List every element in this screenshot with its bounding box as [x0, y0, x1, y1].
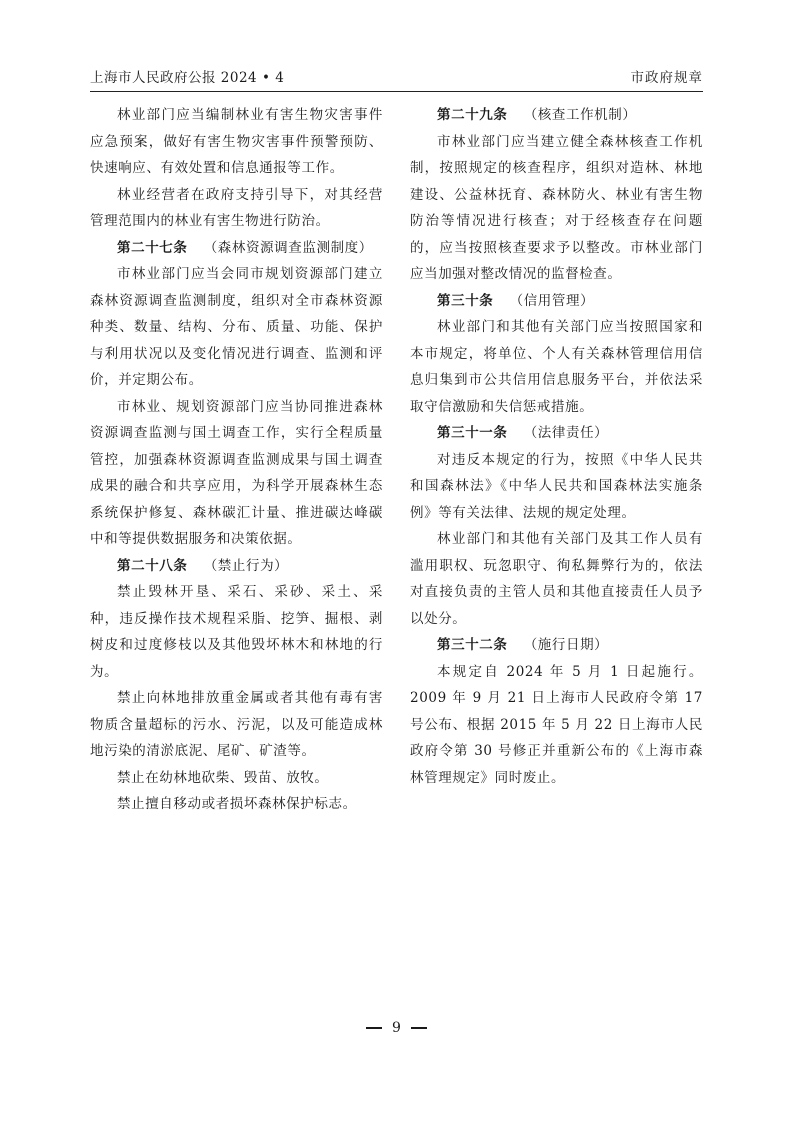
- article-title: （核查工作机制）: [523, 107, 637, 123]
- paragraph: 禁止毁林开垦、采石、采砂、采土、采种，违反操作技术规程采脂、挖笋、掘根、剥树皮和过度修枝以及其他毁坏林木和林地的行为。: [90, 584, 383, 680]
- publication-header: 上海市人民政府公报 2024 • 4: [90, 70, 285, 86]
- paragraph: 市林业部门应当建立健全森林核查工作机制，按照规定的核查程序，组织对造林、林地建设、公益林抚育、森林防火、林业有害生物防治等情况进行核查；对于经核查存在问题的，应当按照核查要求予以整改。市林业部门应当加强对整改情况的监督检查。: [410, 133, 703, 282]
- article-title: （信用管理）: [509, 292, 595, 309]
- section-header: 市政府规章: [630, 70, 703, 86]
- dash-left: [366, 1027, 382, 1029]
- dash-right: [411, 1027, 427, 1029]
- article-number: 第二十七条: [117, 239, 188, 256]
- page-number: 9: [392, 1020, 401, 1036]
- article-title: （森林资源调查监测制度）: [203, 239, 373, 256]
- paragraph: 林业部门和其他有关部门应当按照国家和本市规定，将单位、个人有关森林管理信用信息归集到市公共信用信息服务平台，并依法采取守信激励和失信惩戒措施。: [410, 319, 703, 415]
- article-title: （禁止行为）: [203, 557, 289, 574]
- article-heading-27: [90, 235, 383, 262]
- article-number: 第三十二条: [437, 637, 508, 653]
- paragraph: 林业经营者在政府支持引导下，对其经营管理范围内的林业有害生物进行防治。: [90, 186, 383, 229]
- article-heading-30: [410, 288, 703, 315]
- paragraph: 林业部门应当编制林业有害生物灾害事件应急预案，做好有害生物灾害事件预警预防、快速响应、有效处置和信息通报等工作。: [90, 107, 383, 176]
- article-number: 第二十八条: [117, 557, 188, 574]
- paragraph: 禁止擅自移动或者损坏森林保护标志。: [117, 796, 357, 812]
- article-number: 第二十九条: [437, 107, 508, 123]
- page-number-footer: [0, 1020, 793, 1036]
- article-heading-29: [410, 102, 703, 129]
- header-divider: [90, 91, 703, 92]
- article-title: （法律责任）: [523, 425, 609, 441]
- paragraph: 本规定自 2024 年 5 月 1 日起施行。2009 年 9 月 21 日上海市人民政府令第 17 号公布、根据 2015 年 5 月 22 日上海市人民政府令第 30 号修正并重新公布的《上海市森林管理规定》同时废止。: [410, 663, 703, 786]
- article-heading-31: [410, 420, 703, 447]
- article-heading-28: [90, 553, 383, 580]
- paragraph: 林业部门和其他有关部门及其工作人员有滥用职权、玩忽职守、徇私舞弊行为的，依法对直接负责的主管人员和其他直接责任人员予以处分。: [410, 531, 703, 627]
- article-title: （施行日期）: [523, 637, 609, 653]
- article-number: 第三十条: [437, 292, 494, 309]
- paragraph: 禁止向林地排放重金属或者其他有毒有害物质含量超标的污水、污泥，以及可能造成林地污染的清淤底泥、尾矿、矿渣等。: [90, 690, 383, 759]
- paragraph: 市林业部门应当会同市规划资源部门建立森林资源调查监测制度，组织对全市森林资源种类、数量、结构、分布、质量、功能、保护与利用状况以及变化情况进行调查、监测和评价，并定期公布。: [90, 266, 383, 388]
- paragraph: 对违反本规定的行为，按照《中华人民共和国森林法》《中华人民共和国森林法实施条例》等有关法律、法规的规定处理。: [410, 451, 703, 521]
- paragraph: 市林业、规划资源部门应当协同推进森林资源调查监测与国土调查工作，实行全程质量管控，加强森林资源调查监测成果与国土调查成果的融合和共享应用，为科学开展森林生态系统保护修复、森林碳汇计量、推进碳达峰碳中和等提供数据服务和决策依据。: [90, 398, 383, 547]
- paragraph: 禁止在幼林地砍柴、毁苗、放牧。: [117, 769, 329, 786]
- right-column: [410, 102, 703, 791]
- left-column: [90, 102, 383, 818]
- article-number: 第三十一条: [437, 425, 508, 441]
- article-heading-32: [410, 632, 703, 659]
